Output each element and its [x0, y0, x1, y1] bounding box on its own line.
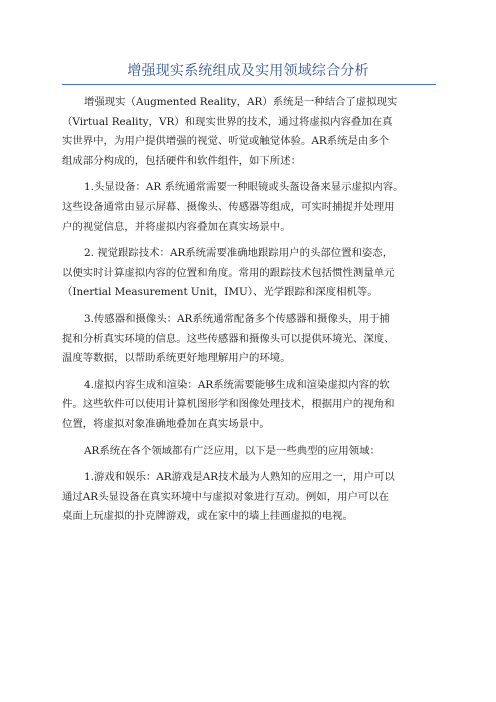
paragraph-line: 通过AR头显设备在真实环境中与虚拟对象进行互动。例如，用户可以在 [62, 490, 390, 503]
paragraph-line: 组成部分构成的，包括硬件和软件组件，如下所述： [62, 154, 301, 167]
paragraph-line: 户的视觉信息，并将虚拟内容叠加在真实场景中。 [62, 220, 291, 233]
paragraph-line: （Virtual Reality，VR）和现实世界的技术，通过将虚拟内容叠加在真 [62, 115, 393, 128]
paragraph-visual-tracking [62, 244, 440, 303]
paragraph-head-mounted-display [62, 178, 440, 237]
document-body [62, 93, 440, 534]
paragraph-line: 4.虚拟内容生成和渲染：AR系统需要能够生成和渲染虚拟内容的软 [84, 378, 390, 391]
paragraph-line: 桌面上玩虚拟的扑克牌游戏，或在家中的墙上挂画虚拟的电视。 [62, 510, 353, 523]
paragraph-line: 实世界中，为用户提供增强的视觉、听觉或触觉体验。AR系统是由多个 [62, 135, 390, 148]
paragraph-games-entertainment [62, 468, 440, 527]
paragraph-line: （Inertial Measurement Unit，IMU）、光学跟踪和深度相机等。 [62, 286, 378, 299]
paragraph-line: 增强现实（Augmented Reality，AR）系统是一种结合了虚拟现实 [84, 96, 398, 108]
paragraph-intro [62, 93, 440, 171]
paragraph-line: 3.传感器和摄像头：AR系统通常配备多个传感器和摄像头，用于捕 [84, 312, 390, 325]
paragraph-virtual-content [62, 376, 440, 435]
paragraph-applications-intro [62, 442, 440, 462]
paragraph-line: 捉和分析真实环境的信息。这些传感器和摄像头可以提供环境光、深度、 [62, 332, 395, 345]
paragraph-line: 1.游戏和娱乐：AR游戏是AR技术最为人熟知的应用之一，用户可以 [84, 471, 395, 484]
paragraph-line: 件。这些软件可以使用计算机图形学和图像处理技术，根据用户的视角和 [62, 398, 395, 411]
title-underline [62, 84, 436, 85]
paragraph-line: 温度等数据，以帮助系统更好地理解用户的环境。 [62, 352, 291, 365]
paragraph-line: 1.头显设备：AR 系统通常需要一种眼镜或头盔设备来显示虚拟内容。 [84, 181, 404, 194]
paragraph-line: AR系统在各个领域都有广泛应用，以下是一些典型的应用领域： [84, 444, 380, 457]
paragraph-line: 2. 视觉跟踪技术：AR系统需要准确地跟踪用户的头部位置和姿态， [84, 247, 394, 260]
paragraph-line: 位置，将虚拟对象准确地叠加在真实场景中。 [62, 417, 270, 430]
paragraph-sensors-cameras [62, 310, 440, 369]
paragraph-line: 这些设备通常由显示屏幕、摄像头、传感器等组成，可实时捕捉并处理用 [62, 200, 395, 213]
paragraph-line: 以便实时计算虚拟内容的位置和角度。常用的跟踪技术包括惯性测量单元 [62, 266, 395, 279]
document-title: 增强现实系统组成及实用领域综合分析 [127, 63, 369, 79]
